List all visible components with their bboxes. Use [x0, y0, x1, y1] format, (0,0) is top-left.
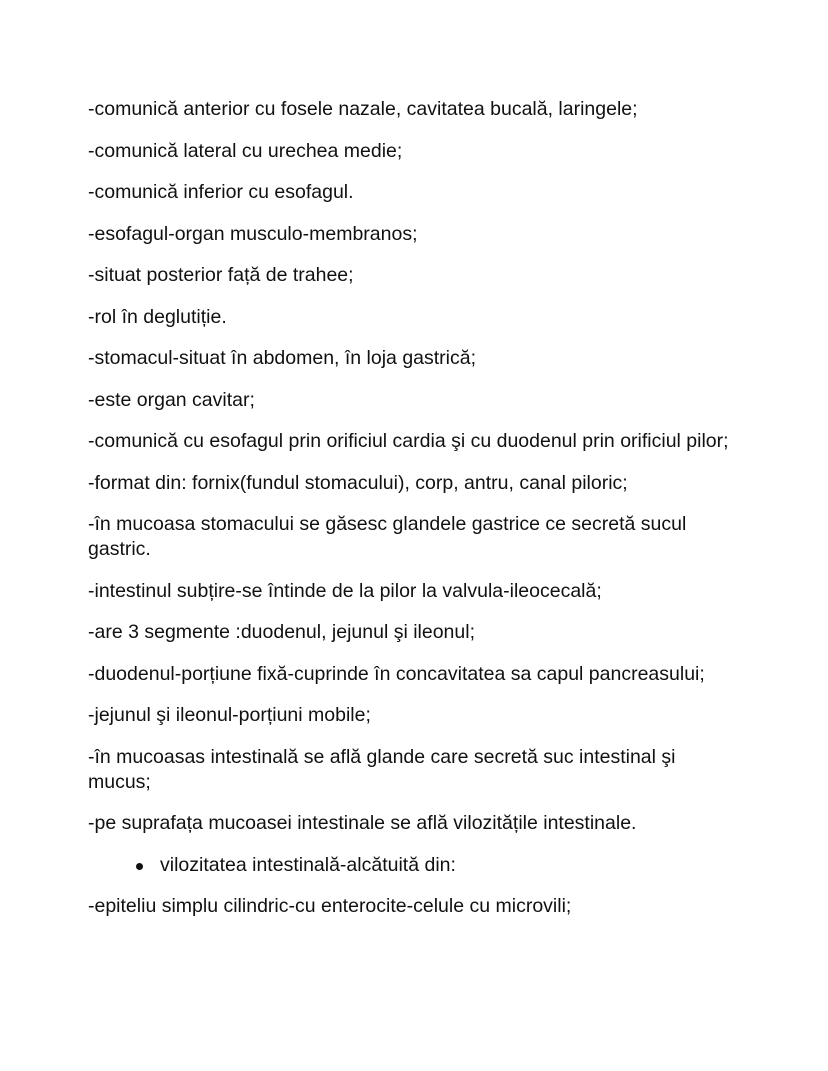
paragraph: -situat posterior față de trahee; — [88, 264, 354, 286]
bullet-text: vilozitatea intestinală-alcătuită din: — [160, 853, 456, 876]
paragraph: -în mucoasas intestinală se află glande care secretă suc intestinal şi mucus; — [88, 745, 676, 793]
paragraph: -format din: fornix(fundul stomacului), corp, antru, canal piloric; — [88, 471, 628, 494]
paragraph: -în mucoasa stomacului se găsesc glandele gastrice ce secretă sucul gastric. — [88, 513, 687, 560]
paragraph: -stomacul-situat în abdomen, în loja gastrică; — [88, 347, 477, 369]
bullet-list-item — [88, 853, 740, 878]
paragraph: -comunică anterior cu fosele nazale, cavitatea bucală, laringele; — [88, 98, 638, 120]
paragraph: -comunică cu esofagul prin orificiul cardia şi cu duodenul prin orificiul pilor; — [88, 430, 729, 452]
paragraph: -are 3 segmente :duodenul, jejunul şi ileonul; — [88, 621, 476, 643]
paragraph: -rol în deglutiție. — [88, 305, 227, 328]
document-body — [88, 97, 740, 936]
paragraph: -comunică lateral cu urechea medie; — [88, 139, 403, 162]
paragraph: -este organ cavitar; — [88, 388, 255, 411]
paragraph: -intestinul subțire-se întinde de la pilor la valvula-ileocecală; — [88, 579, 602, 602]
bullet-icon — [136, 863, 143, 870]
paragraph: -epiteliu simplu cilindric-cu enterocite-celule cu microvili; — [88, 895, 572, 917]
paragraph: -comunică inferior cu esofagul. — [88, 181, 354, 203]
paragraph: -jejunul şi ileonul-porțiuni mobile; — [88, 704, 371, 726]
paragraph: -duodenul-porțiune fixă-cuprinde în concavitatea sa capul pancreasului; — [88, 662, 705, 685]
paragraph: -pe suprafața mucoasei intestinale se află vilozitățile intestinale. — [88, 812, 637, 834]
paragraph: -esofagul-organ musculo-membranos; — [88, 222, 418, 245]
